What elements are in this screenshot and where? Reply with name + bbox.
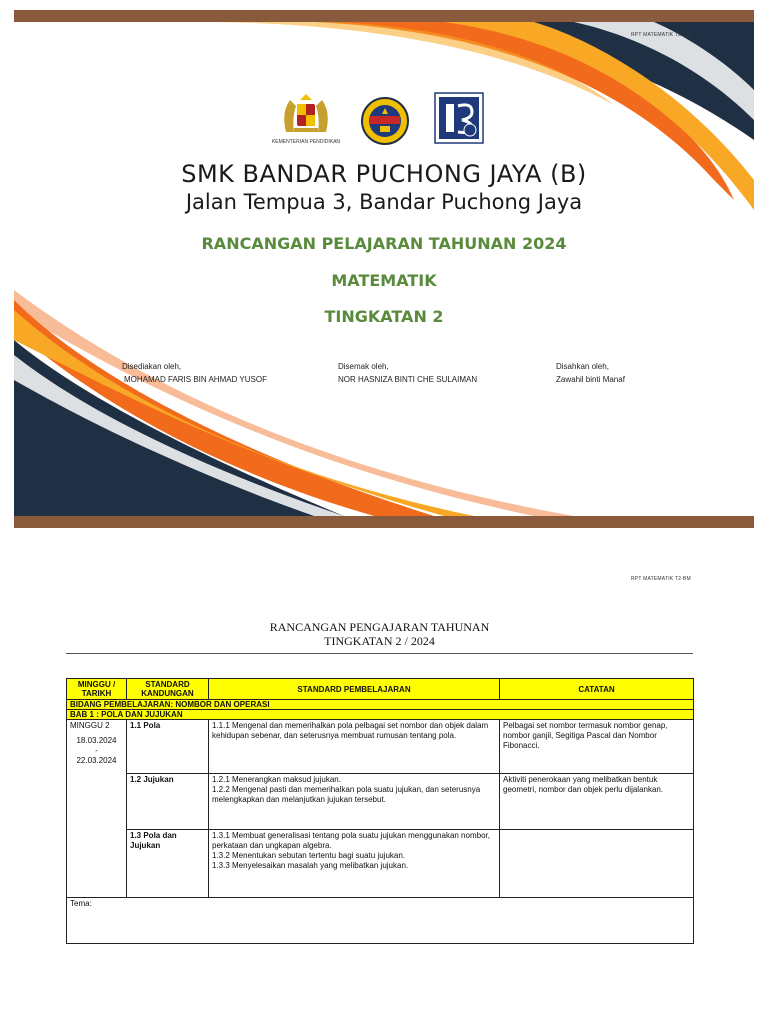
header-notes: CATATAN: [500, 679, 694, 700]
crest-icon: [276, 92, 336, 138]
title-divider: [66, 653, 693, 654]
page2-tag: RPT MATEMATIK T2-BM: [631, 576, 691, 582]
notes-cell: Aktiviti penerokaan yang melibatkan bentuk geometri, nombor dan objek perlu dijalankan.: [500, 774, 694, 830]
learning-standard: [209, 830, 500, 898]
school-badge-icon: [360, 97, 410, 145]
ministry-caption: KEMENTERIAN PENDIDIKAN: [271, 139, 341, 145]
learning-field: BIDANG PEMBELAJARAN: NOMBOR DAN OPERASI: [67, 700, 694, 710]
date-start: 18.03.2024: [76, 736, 117, 745]
signatory-role: Disemak oleh,: [338, 362, 389, 371]
signatory-role: Disediakan oleh,: [122, 362, 182, 371]
school-name: SMK BANDAR PUCHONG JAYA (B): [181, 160, 587, 188]
chapter-row: [67, 710, 694, 720]
plan-title: RANCANGAN PELAJARAN TAHUNAN 2024: [201, 234, 567, 253]
date-separator: -: [95, 746, 98, 755]
chapter-title: BAB 1 : POLA DAN JUJUKAN: [67, 710, 694, 720]
learning-standard: 1.1.1 Mengenal dan memerihalkan pola pelbagai set nombor dan objek dalam kehidupan sebenar, dan seterusnya membuat rumusan tentang pola.: [209, 720, 500, 774]
signatory-approved: [556, 360, 625, 386]
notes-cell: [500, 830, 694, 898]
learning-item: 1.3.3 Menyelesaikan masalah yang melibatkan jujukan.: [212, 861, 409, 870]
signatory-name: MOHAMAD FARIS BIN AHMAD YUSOF: [124, 375, 267, 384]
document-title-line2: TINGKATAN 2 / 2024: [324, 634, 435, 648]
week-cell: [67, 720, 127, 898]
signatory-name: Zawahil binti Manaf: [556, 375, 625, 384]
learning-item: 1.2.1 Menerangkan maksud jujukan.: [212, 775, 341, 784]
content-standard: 1.1 Pola: [127, 720, 209, 774]
theme-row: [67, 898, 694, 944]
table-row: [67, 720, 694, 774]
cover-top-bar: [14, 10, 754, 22]
cover-page: [14, 10, 754, 528]
signatory-name: NOR HASNIZA BINTI CHE SULAIMAN: [338, 375, 478, 384]
lesson-plan-table: [66, 678, 694, 944]
signatory-reviewed: [338, 360, 477, 386]
date-end: 22.03.2024: [76, 756, 117, 765]
theme-cell: Tema:: [67, 898, 694, 944]
cover-page-tag: RPT MATEMATIK T2-BM: [631, 32, 691, 38]
field-row: [67, 700, 694, 710]
level-title: TINGKATAN 2: [324, 307, 444, 326]
subject-title: MATEMATIK: [331, 271, 437, 290]
anniversary-badge-icon: [434, 92, 484, 144]
content-standard: 1.3 Pola dan Jujukan: [127, 830, 209, 898]
cover-bottom-bar: [14, 516, 754, 528]
header-learning-standard: STANDARD PEMBELAJARAN: [209, 679, 500, 700]
learning-item: 1.2.2 Mengenal pasti dan memerihalkan pola suatu jujukan, dan seterusnya melengkapkan dan melanjutkan jujukan tersebut.: [212, 785, 481, 804]
header-content-standard: STANDARD KANDUNGAN: [127, 679, 209, 700]
table-row: [67, 830, 694, 898]
learning-item: 1.3.2 Menentukan sebutan tertentu bagi suatu jujukan.: [212, 851, 406, 860]
ministry-logo: [271, 92, 341, 145]
week-label: MINGGU 2: [70, 721, 110, 730]
document-title: [66, 620, 693, 648]
table-row: [67, 774, 694, 830]
notes-cell: Pelbagai set nombor termasuk nombor genap, nombor ganjil, Segitiga Pascal dan Nombor Fibonacci.: [500, 720, 694, 774]
learning-standard: [209, 774, 500, 830]
signatory-prepared: [122, 360, 267, 386]
table-header-row: [67, 679, 694, 700]
school-address: Jalan Tempua 3, Bandar Puchong Jaya: [185, 190, 583, 214]
cover-decoration: [14, 10, 754, 528]
header-week: MINGGU / TARIKH: [67, 679, 127, 700]
content-standard: 1.2 Jujukan: [127, 774, 209, 830]
learning-item: 1.3.1 Membuat generalisasi tentang pola suatu jujukan menggunakan nombor, perkataan dan ungkapan algebra.: [212, 831, 490, 850]
logo-row: [14, 92, 754, 152]
school-badge-logo: [360, 97, 410, 150]
anniversary-logo: [434, 92, 484, 149]
signatory-role: Disahkan oleh,: [556, 362, 609, 371]
document-title-line1: RANCANGAN PENGAJARAN TAHUNAN: [269, 620, 490, 634]
